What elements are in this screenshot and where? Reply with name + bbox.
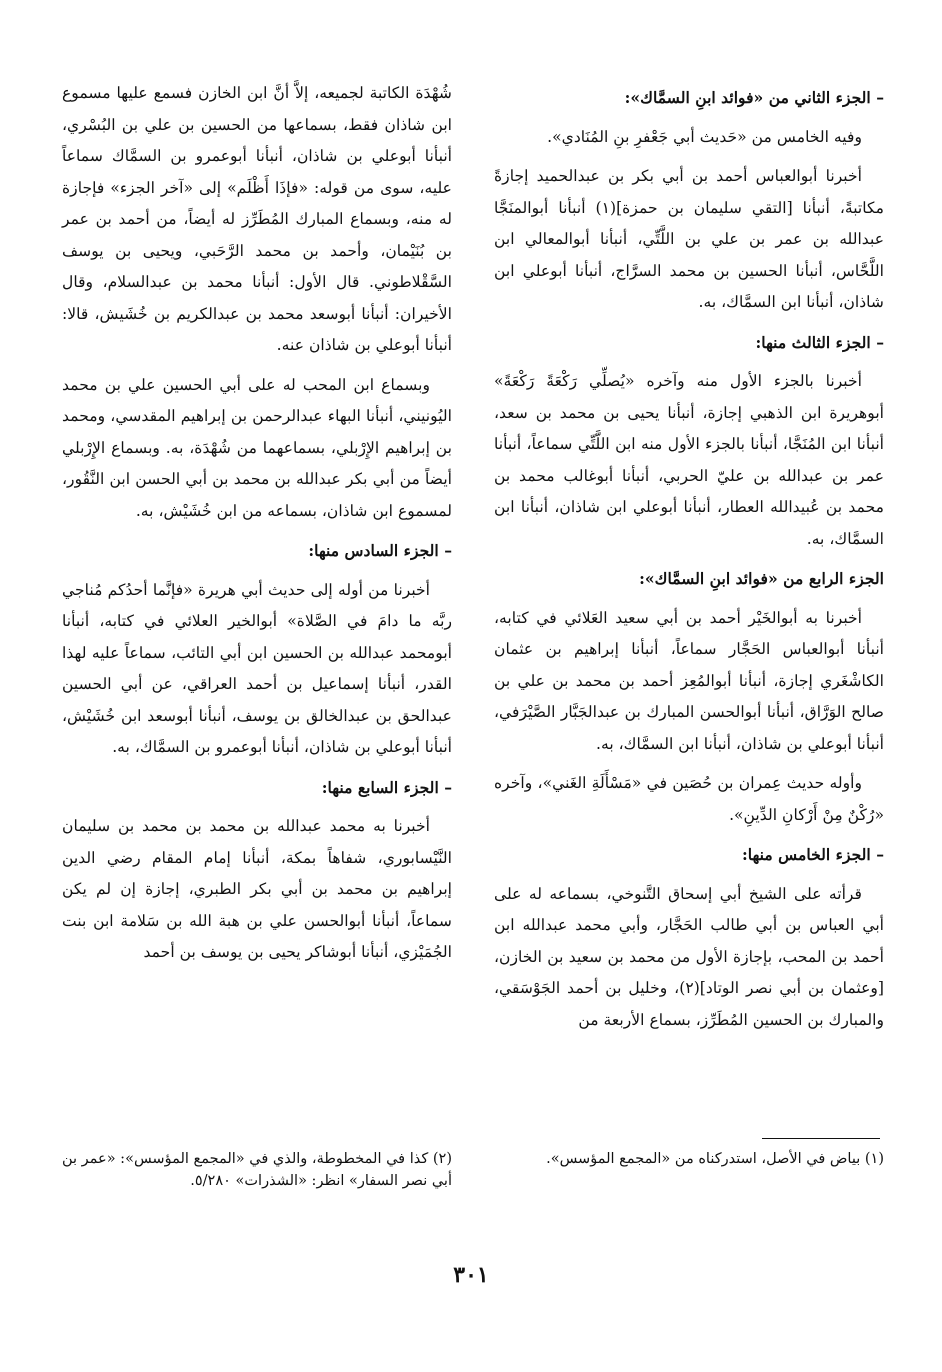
right-text-column	[494, 78, 884, 1044]
paragraph: قرأته على الشيخ أبي إسحاق التَّنوخي، بسماعه له على أبي العباس بن أبي طالب الحَجَّار، وأبي محمد عبدالله ابن أحمد بن المحب، بإجازة الأول من محمد بن سعيد بن الخازن، [وعثمان بن أبي نصر الوتاد](٢)، وخليل بن أحمد الجَوْسَقي، والمبارك بن الحسين المُطَرِّز، بسماع الأربعة من	[494, 884, 884, 1029]
section-heading: – الجزء السابع منها:	[321, 777, 452, 797]
paragraph: أخبرنا بالجزء الأول منه وآخره «يُصلِّي رَكْعَةً رَكْعَةً» أبوهريرة ابن الذهبي إجازة، أنبأنا يحيى بن محمد بن سعد، أنبأنا ابن المُنَجَّا، أنبأنا بالجزء الأول منه ابن اللَّتِّي سماعاً، أنبأنا عمر بن عبدالله بن عليّ الحربي، أنبأنا أبوغالب محمد بن محمد بن عُبيدالله العطار، أنبأنا أبوعلي ابن شاذان، أنبأنا ابن السمَّاك، به.	[494, 372, 884, 548]
section-heading: – الجزء السادس منها:	[308, 541, 452, 560]
footnote-2	[62, 1148, 452, 1192]
footnote-divider	[762, 1138, 880, 1139]
section-heading: الجزء الرابع من «فوائد ابنِ السمَّاك»:	[639, 569, 884, 588]
paragraph: وفيه الخامس من «حَديث أبي جَعْفرِ بنِ المُنَادي».	[547, 127, 862, 146]
paragraph: وبسماع ابن المحب له على أبي الحسين علي بن محمد اليُونيني، أنبأنا البهاء عبدالرحمن بن إبراهيم المقدسي، ومحمد بن إبراهيم الإِرْبلي، بسماعهما من شُهْدَة، به. وبسماع الإِرْبلي أيضاً من أبي بكر عبدالله بن محمد بن أبي الحسن ابن النَّقُور، لمسموع ابن شاذان، بسماعه من ابن خُشَيْش، به.	[62, 375, 452, 520]
footnote-text: (١) بياض في الأصل، استدركناه من «المجمع المؤسس».	[546, 1151, 884, 1167]
section-heading: – الجزء الخامس منها:	[741, 845, 884, 864]
paragraph: وأوله حديث عِمران بن حُصَين في «مَسْأَلَةِ الغَني»، وآخره «رُكْنٌ مِنْ أَرْكانِ الدِّينِ».	[494, 774, 884, 824]
page-number: ٣٠١	[453, 1262, 489, 1288]
paragraph: أخبرنا به أبوالخَيْر أحمد بن أبي سعيد العَلائي في كتابه، أنبأنا أبوالعباس الحَجَّار سماعاً، أنبأنا إبراهيم بن عثمان الكاشْغَري إجازة، أنبأنا أبوالمُعِز أحمد بن محمد بن علي بن صالح الوَرَّاق، أنبأنا أبوالحسن المبارك بن عبدالجَبَّار الصَّيْرَفي، أنبأنا أبوعلي بن شاذان، أنبأنا ابن السمَّاك، به.	[494, 608, 884, 753]
left-text-column	[62, 78, 452, 977]
footnote-text: (٢) كذا في المخطوطة، والذي في «المجمع المؤسس»: «عمر بن أبي نصر السفار» انظر: «الشذرات» ٥/٢٨٠.	[61, 1151, 452, 1189]
paragraph: شُهْدَة الكاتبة لجميعه، إلاَّ أنَّ ابن الخازن فسمع عليها مسموع ابن شاذان فقط، بسماعها من الحسين بن علي بن البُسْري، أنبأنا أبوعلي بن شاذان، أنبأنا أبوعمرو بن السمَّاك سماعاً عليه، سوى من قوله: «فإذَا أَظْلَم» إلى «آخر الجزء» فإجازة له منه، وبسماع المبارك المُطَرِّز له أيضاً، من أحمد بن عمر بن بُنَيْمان، وأحمد بن محمد الرَّحَبي، ويحيى بن يوسف السَّقْلاطوني. قال الأول: أنبأنا محمد بن عبدالسلام، وقال الأخيران: أنبأنا أبوسعد محمد بن عبدالكريم بن خُشَيش، قالا: أنبأنا أبوعلي بن شاذان عنه.	[62, 84, 452, 354]
paragraph: أخبرنا به محمد عبدالله بن محمد بن محمد بن سليمان النَّيْسابوري، شفاهاً بمكة، أنبأنا إمام المقام رضي الدين إبراهيم بن محمد بن أبي بكر الطبري، إجازة إن لم يكن سماعاً، أنبأنا أبوالحسن علي بن هبة الله بن سَلامة ابن بنت الجُمَيْزي، أنبأنا أبوشاكر يحيى بن يوسف بن أحمد	[62, 817, 452, 961]
paragraph: أخبرنا أبوالعباس أحمد بن أبي بكر بن عبدالحميد إجازةً مكاتبةً، أنبأنا [التقي سليمان بن حمزة](١) أنبأنا أبوالمنَجَّا عبدالله بن عمر بن علي بن اللَّتِّي، أنبأنا أبوالمعالي ابن اللَّحَّاس، أنبأنا الحسين بن محمد السرَّاج، أنبأنا أبوعلي ابن شاذان، أنبأنا ابن السمَّاك، به.	[494, 167, 884, 311]
footnote-1	[494, 1148, 884, 1170]
section-heading: – الجزء الثاني من «فوائد ابنِ السمَّاك»:	[624, 88, 884, 107]
section-heading: – الجزء الثالث منها:	[755, 332, 884, 352]
paragraph: أخبرنا من أوله إلى حديث أبي هريرة «فإنَّما أحدُكم مُناجي ربَّه ما دامَ في الصَّلاة» أبوالخير العلائي في كتابه، أنبأنا أبومحمد عبدالله بن الحسين ابن أبي التائب، سماعاً عليه لهذا القدر، أنبأنا إسماعيل بن أحمد العراقي، عن أبي الحسين عبدالحق بن عبدالخالق بن يوسف، أنبأنا أبوسعد ابن خُشَيْش، أنبأنا أبوعلي بن شاذان، أنبأنا أبوعمرو بن السمَّاك، به.	[62, 580, 452, 756]
